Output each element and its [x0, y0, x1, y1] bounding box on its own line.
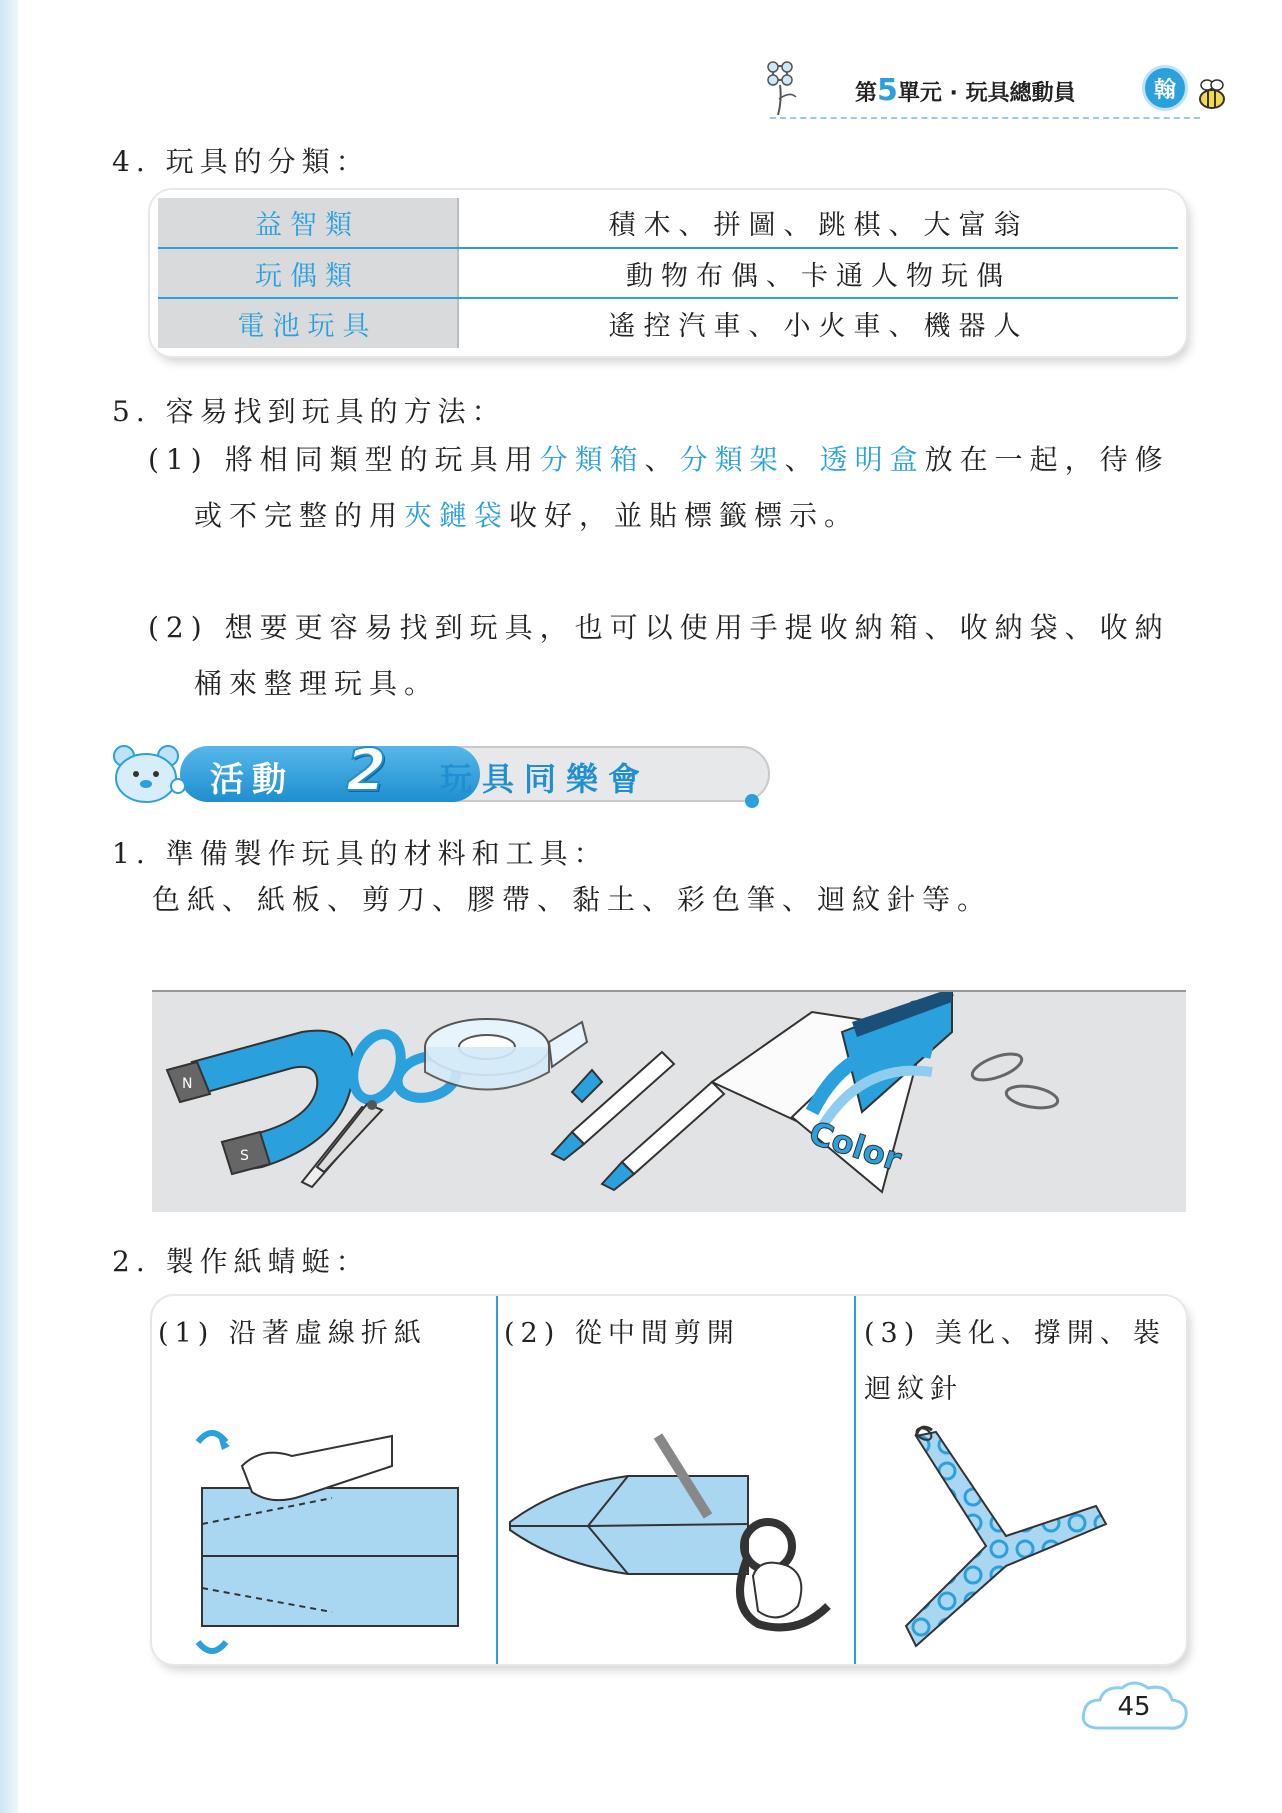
category-cell: 玩偶類 [158, 248, 458, 298]
step-2-text: (2) 從中間剪開 [504, 1318, 740, 1349]
tape-icon [425, 1019, 587, 1090]
fold-paper-illustration [152, 1406, 498, 1664]
prep-materials-text: 色紙、紙板、剪刀、膠帶、黏土、彩色筆、迴紋針等。 [152, 883, 993, 916]
activity-title: 玩具同樂會 [440, 760, 651, 798]
publisher-badge: 翰 [1142, 65, 1188, 111]
header-divider [770, 117, 1200, 119]
unit-title: 第5單元 · 玩具總動員 [855, 73, 1076, 108]
svg-text:S: S [240, 1148, 249, 1164]
step-1-text: (1) 沿著虛線折紙 [158, 1318, 427, 1349]
method-item-2: (2) 想要更容易找到玩具，也可以使用手提收納箱、收納袋、收納桶來整理玩具。 [148, 611, 1170, 700]
bee-icon [1192, 75, 1232, 115]
flower-icon [760, 55, 830, 115]
dragonfly-steps-panel [152, 1296, 1186, 1664]
examples-cell: 動物布偶、卡通人物玩偶 [458, 248, 1178, 298]
cut-paper-illustration [498, 1406, 856, 1664]
dragonfly-illustration [856, 1406, 1186, 1664]
color-box-label: Color [804, 1113, 906, 1179]
activity-label: 活動 [210, 760, 294, 800]
examples-cell: 積木、拼圖、跳棋、大富翁 [458, 198, 1178, 248]
paper-clips-icon [969, 1049, 1059, 1112]
section-5-heading: 5. 容易找到玩具的方法： [112, 395, 506, 428]
step-3-text: (3) 美化、撐開、裝迴紋針 [864, 1318, 1166, 1405]
category-cell: 益智類 [158, 198, 458, 248]
category-cell: 電池玩具 [158, 298, 458, 348]
bear-mascot-icon [110, 742, 190, 808]
table-row [158, 248, 1178, 298]
step-3 [856, 1296, 1186, 1664]
page-number: 45 [1117, 1692, 1151, 1722]
section-4-heading: 4. 玩具的分類： [112, 145, 370, 178]
prep-heading: 1. 準備製作玩具的材料和工具： [112, 837, 608, 870]
materials-illustration [152, 990, 1186, 1212]
activity-2-banner [110, 732, 780, 812]
svg-text:N: N [182, 1076, 193, 1092]
step-2 [498, 1296, 856, 1664]
page-edge-strip [0, 0, 18, 1813]
step-1 [152, 1296, 498, 1664]
table-row [158, 298, 1178, 348]
banner-dot [745, 794, 759, 808]
method-item-1: (1) 將相同類型的玩具用分類箱、分類架、透明盒放在一起，待修或不完整的用夾鏈袋收好，並貼標籤標示。 [148, 443, 1170, 532]
examples-cell: 遙控汽車、小火車、機器人 [608, 311, 1029, 342]
table-row [158, 198, 1178, 248]
activity-number: 2 [346, 736, 387, 804]
toy-category-table [150, 190, 1186, 356]
dragonfly-heading: 2. 製作紙蜻蜓： [112, 1245, 370, 1278]
marker-pens-icon [552, 1052, 724, 1190]
page-header [760, 55, 1220, 125]
